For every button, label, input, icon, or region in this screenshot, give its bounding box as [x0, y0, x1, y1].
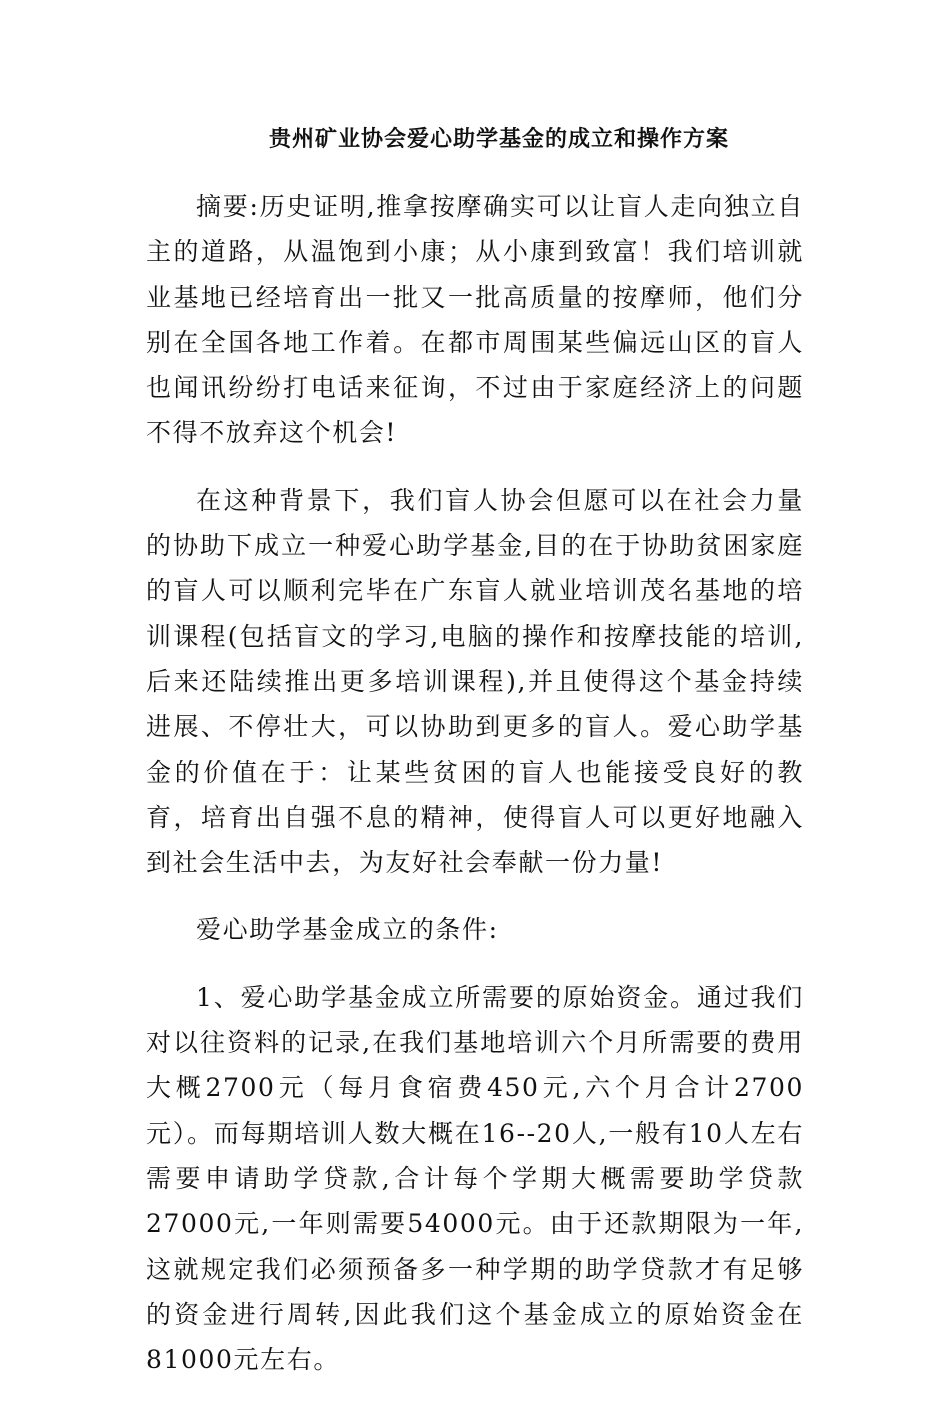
paragraph-conditions-heading: 爱心助学基金成立的条件: — [196, 915, 499, 945]
paragraph-background: 在这种背景下，我们盲人协会但愿可以在社会力量的协助下成立一种爱心助学基金,目的在于协助贫困家庭的盲人可以顺利完毕在广东盲人就业培训茂名基地的培训课程(包括盲文的学习,电脑的操作和按摩技能的培训,后来还陆续推出更多培训课程),并且使得这个基金持续进展、不停壮大，可以协助到更多的盲人。爱心助学基金的价值在于：让某些贫困的盲人也能接受良好的教育，培育出自强不息的精神，使得盲人可以更好地融入到社会生活中去，为友好社会奉献一份力量! — [146, 485, 804, 878]
paragraph-condition-1: 1、爱心助学基金成立所需要的原始资金。通过我们对以往资料的记录,在我们基地培训六个月所需要的费用大概2700元（每月食宿费450元,六个月合计2700元）。而每期培训人数大概在16--20人,一般有10人左右需要申请助学贷款,合计每个学期大概需要助学贷款27000元,一年则需要54000元。由于还款期限为一年,这就规定我们必须预备多一种学期的助学贷款才有足够的资金进行周转,因此我们这个基金成立的原始资金在81000元左右。 — [146, 982, 804, 1375]
document-title: 贵州矿业协会爱心助学基金的成立和操作方案 — [268, 127, 729, 152]
paragraph-abstract: 摘要:历史证明,推拿按摩确实可以让盲人走向独立自主的道路，从温饱到小康；从小康到致富！我们培训就业基地已经培育出一批又一批高质量的按摩师，他们分别在全国各地工作着。在都市周围某些偏远山区的盲人也闻讯纷纷打电话来征询，不过由于家庭经济上的问题不得不放弃这个机会! — [146, 192, 804, 448]
document-body — [146, 184, 804, 1404]
